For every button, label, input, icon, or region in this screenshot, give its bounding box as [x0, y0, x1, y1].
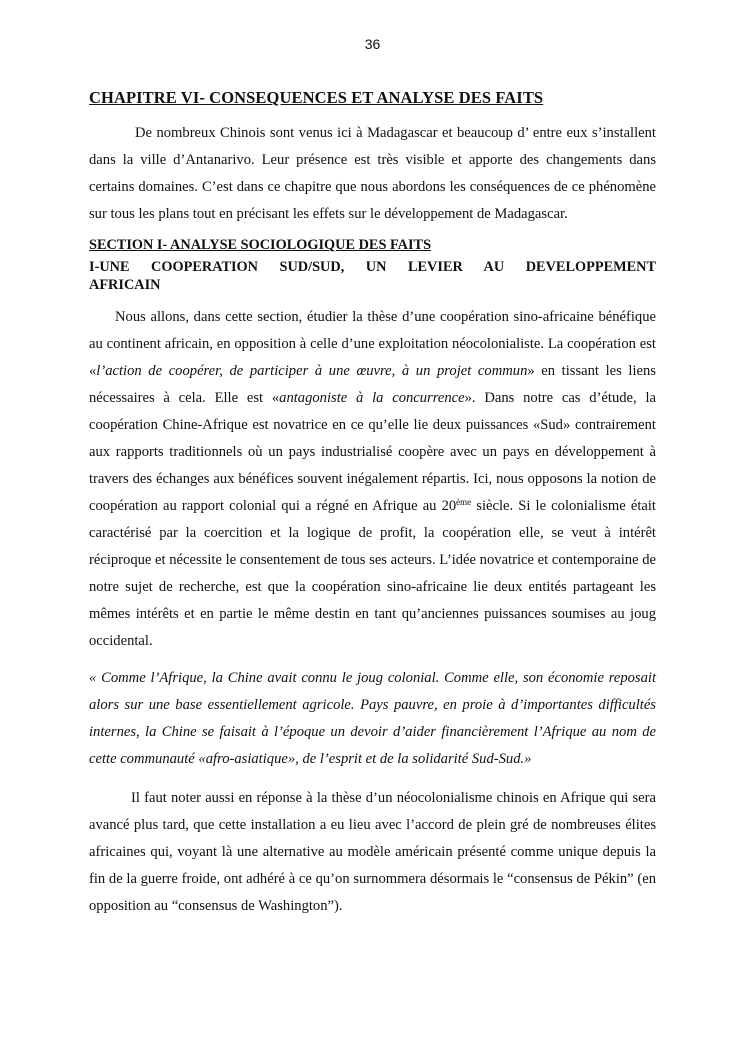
- definition-quote: l’action de coopérer, de participer à une œuvre, à un projet commun: [96, 363, 528, 379]
- subsection-title-line1: I-UNE COOPERATION SUD/SUD, UN LEVIER AU DEVELOPPEMENT: [89, 259, 656, 275]
- page-number: 36: [364, 36, 381, 52]
- paragraph-text: siècle. Si le colonialisme était caractérisé par la coercition et la logique de profit, la coopération elle, se veut à intérêt réciproque et nécessite le consentement de tous ses acteurs. L’idée novatrice et contemporaine de notre sujet de recherche, est que la coopération sino-africaine lie deux entités partageant les mêmes intérêts et en partie le même destin en tant qu’anciennes puissances soumises au joug occidental.: [89, 498, 656, 649]
- paragraph-text: Nous allons, dans cette section, étudier la thèse d’une coopération sino-africaine bénéfique au continent africain, en opposition à celle d’une exploitation néocolonialiste. La coopération est «: [89, 309, 656, 379]
- superscript: ème: [456, 497, 472, 507]
- paragraph-text: ». Dans notre cas d’étude, la coopération Chine-Afrique est novatrice en ce qu’elle lie deux puissances «Sud» contrairement aux rapports traditionnels où un pays industrialisé coopère avec un pays en développement à travers des échanges aux bénéfices souvent inégalement répartis. Ici, nous opposons la notion de coopération au rapport colonial qui a régné en Afrique au 20: [89, 390, 656, 514]
- body-paragraph-cooperation: [89, 304, 656, 655]
- section-title: SECTION I- ANALYSE SOCIOLOGIQUE DES FAITS: [89, 237, 432, 253]
- body-paragraph-consensus: Il faut noter aussi en réponse à la thèse d’un néocolonialisme chinois en Afrique qui sera avancé plus tard, que cette installation a eu lieu avec l’accord de plein gré de nombreuses élites africaines qui, voyant là une alternative au modèle américain présenté comme unique depuis la fin de la guerre froide, ont adhéré à ce qu’on surnommera désormais le “consensus de Pékin” (en opposition au “consensus de Washington”).: [89, 790, 656, 914]
- subsection-title-line2: AFRICAIN: [89, 277, 161, 293]
- paragraph-text: » en tissant les liens nécessaires à cela. Elle est «: [89, 363, 656, 406]
- block-quote: « Comme l’Afrique, la Chine avait connu le joug colonial. Comme elle, son économie reposait alors sur une base essentiellement agricole. Pays pauvre, en proie à d’importantes difficultés internes, la Chine se faisait à l’époque un devoir d’aider financièrement l’Afrique au nom de cette communauté «afro-asiatique», de l’esprit et de la solidarité Sud-Sud.»: [89, 670, 656, 767]
- document-body: [89, 88, 656, 920]
- definition-quote: antagoniste à la concurrence: [279, 390, 465, 406]
- chapter-intro-paragraph: De nombreux Chinois sont venus ici à Madagascar et beaucoup d’ entre eux s’installent dans la ville d’Antanarivo. Leur présence est très visible et apporte des changements dans certains domaines. C’est dans ce chapitre que nous abordons les conséquences de ce phénomène sur tous les plans tout en précisant les effets sur le développement de Madagascar.: [89, 125, 656, 222]
- chapter-title: CHAPITRE VI- CONSEQUENCES ET ANALYSE DES FAITS: [89, 88, 544, 107]
